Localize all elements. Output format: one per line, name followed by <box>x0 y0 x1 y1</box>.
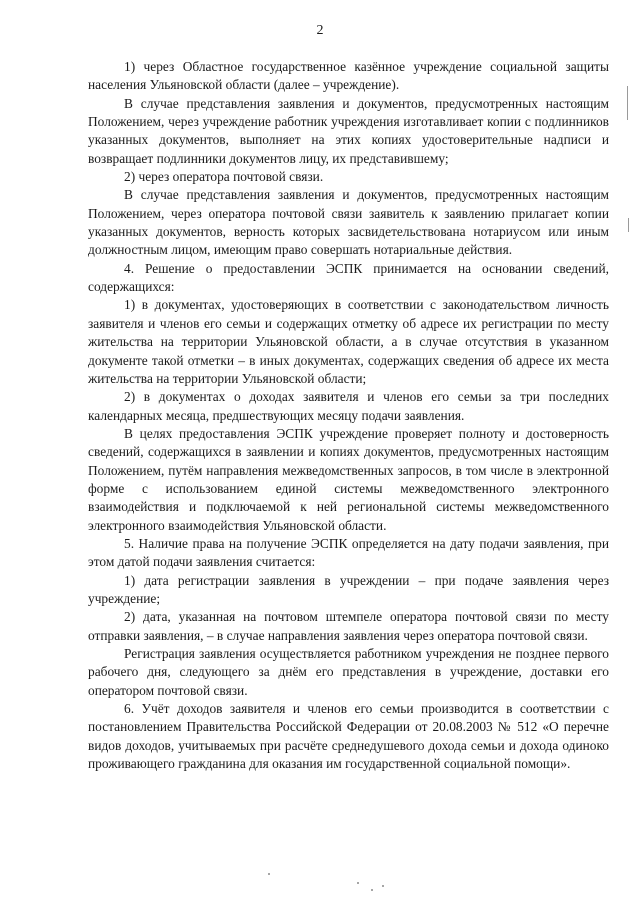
scan-speck <box>357 882 359 884</box>
document-body <box>88 58 609 773</box>
paragraph-10: 1) дата регистрации заявления в учреждении – при подаче заявления через учреждение; <box>88 572 609 606</box>
paragraph-13: 6. Учёт доходов заявителя и членов его семьи производится в соответствии с постановлением Правительства Российской Федерации от 20.08.2003 № 512 «О перечне видов доходов, учитываемых при расчёте среднедушевого дохода семьи и дохода одиноко проживающего гражданина для оказания им государственной социальной помощи». <box>88 701 609 772</box>
paragraph-11: 2) дата, указанная на почтовом штемпеле оператора почтовой связи по месту отправки заявления, – в случае направления заявления через оператора почтовой связи. <box>88 609 609 643</box>
paragraph-12: Регистрация заявления осуществляется работником учреждения не позднее первого рабочего дня, следующего за днём его представления в учреждение, доставки его оператором почтовой связи. <box>88 646 609 698</box>
scan-edge-mark <box>627 86 628 120</box>
scan-edge-mark <box>628 218 629 232</box>
paragraph-4: В случае представления заявления и документов, предусмотренных настоящим Положением, через оператора почтовой связи заявитель к заявлению прилагает копии указанных документов, верность которых засвидетельствована нотариусом или иным должностным лицом, имеющим право совершать нотариальные действия. <box>88 187 609 258</box>
paragraph-3: 2) через оператора почтовой связи. <box>124 169 324 185</box>
scan-speck <box>268 873 270 875</box>
paragraph-5: 4. Решение о предоставлении ЭСПК принимается на основании сведений, содержащихся: <box>88 260 609 295</box>
paragraph-1: 1) через Областное государственное казённое учреждение социальной защиты населения Ульяновской области (далее – учреждение). <box>88 59 609 93</box>
paragraph-2: В случае представления заявления и документов, предусмотренных настоящим Положением, через учреждение работник учреждения изготавливает копии с подлинников указанных документов, выполняет на этих копиях удостоверительные надписи и возвращает подлинники документов лицу, их представившему; <box>88 95 609 166</box>
page-number: 2 <box>316 23 324 38</box>
paragraph-9: 5. Наличие права на получение ЭСПК определяется на дату подачи заявления, при этом датой подачи заявления считается: <box>88 535 609 570</box>
paragraph-8: В целях предоставления ЭСПК учреждение проверяет полноту и достоверность сведений, содержащихся в заявлении и копиях документов, предусмотренных настоящим Положением, путём направления межведомственных запросов, в том числе в электронной форме с использованием единой системы межведомственного электронного взаимодействия и подключаемой к ней региональной системы межведомственного электронного взаимодействия Ульяновской области. <box>88 425 609 533</box>
scan-speck <box>371 889 373 891</box>
paragraph-7: 2) в документах о доходах заявителя и членов его семьи за три последних календарных месяца, предшествующих месяцу подачи заявления. <box>88 389 609 423</box>
paragraph-6: 1) в документах, удостоверяющих в соответствии с законодательством личность заявителя и членов его семьи и содержащих отметку об адресе их регистрации по месту жительства на территории Ульяновской области, а в случае отсутствия в указанном документе такой отметки – в иных документах, содержащих сведения об адресе их места жительства на территории Ульяновской области; <box>88 297 609 386</box>
scan-speck <box>382 885 384 887</box>
